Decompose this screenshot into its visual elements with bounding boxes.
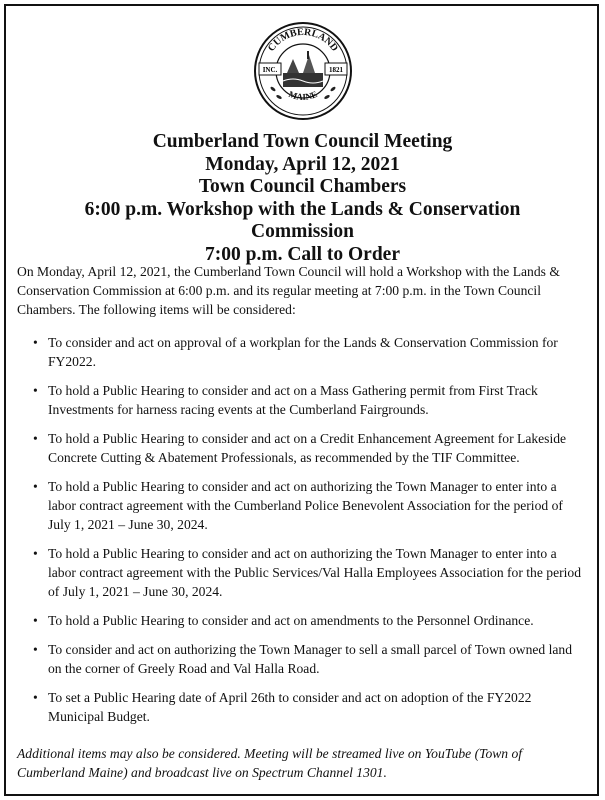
- heading-workshop-cont: Commission: [251, 221, 354, 242]
- seal-left-text: INC.: [262, 66, 278, 74]
- heading-workshop: 6:00 p.m. Workshop with the Lands & Conservation: [84, 198, 521, 220]
- seal-bottom-text: MAINE: [287, 88, 319, 103]
- heading-location: Town Council Chambers: [198, 176, 407, 197]
- agenda-item: • To hold a Public Hearing to consider and act on authorizing the Town Manager to enter into a labor contract agreement with the Cumberland Police Benevolent Association for the period of July 1, 2021 – June 30, 2024.: [30, 477, 582, 534]
- notice-heading: [20, 131, 585, 266]
- agenda-item: • To consider and act on authorizing the Town Manager to sell a small parcel of Town owned land on the corner of Greely Road and Val Halla Road.: [30, 640, 582, 678]
- agenda-item: • To hold a Public Hearing to consider and act on a Credit Enhancement Agreement for Lakeside Concrete Cutting & Abatement Professionals, as recommended by the TIF Committee.: [30, 429, 582, 467]
- agenda-item: • To set a Public Hearing date of April 26th to consider and act on adoption of the FY2022 Municipal Budget.: [30, 688, 582, 726]
- agenda-list: [30, 333, 582, 726]
- intro-paragraph: On Monday, April 12, 2021, the Cumberland Town Council will hold a Workshop with the Lands & Conservation Commission at 6:00 p.m. and its regular meeting at 7:00 p.m. in the Town Council Chambers. The following items will be considered:: [17, 264, 560, 317]
- footer-note: Additional items may also be considered. Meeting will be streamed live on YouTube (Town of Cumberland Maine) and broadcast live on Spectrum Channel 1301.: [17, 746, 523, 780]
- seal-right-text: 1821: [329, 66, 343, 74]
- heading-date: Monday, April 12, 2021: [205, 153, 400, 175]
- agenda-item: • To hold a Public Hearing to consider and act on amendments to the Personnel Ordinance.: [30, 611, 582, 630]
- agenda-item: • To consider and act on approval of a workplan for the Lands & Conservation Commission for FY2022.: [30, 333, 582, 371]
- seal-top-text: CUMBERLAND: [265, 26, 341, 54]
- heading-call-to-order: 7:00 p.m. Call to Order: [205, 243, 400, 265]
- agenda-item: • To hold a Public Hearing to consider and act on a Mass Gathering permit from First Track Investments for harness racing events at the Cumberland Fairgrounds.: [30, 381, 582, 419]
- heading-title: Cumberland Town Council Meeting: [152, 131, 453, 152]
- town-seal-logo: [253, 21, 353, 121]
- agenda-item: • To hold a Public Hearing to consider and act on authorizing the Town Manager to enter into a labor contract agreement with the Public Services/Val Halla Employees Association for the period of July 1, 2021 – June 30, 2024.: [30, 544, 582, 601]
